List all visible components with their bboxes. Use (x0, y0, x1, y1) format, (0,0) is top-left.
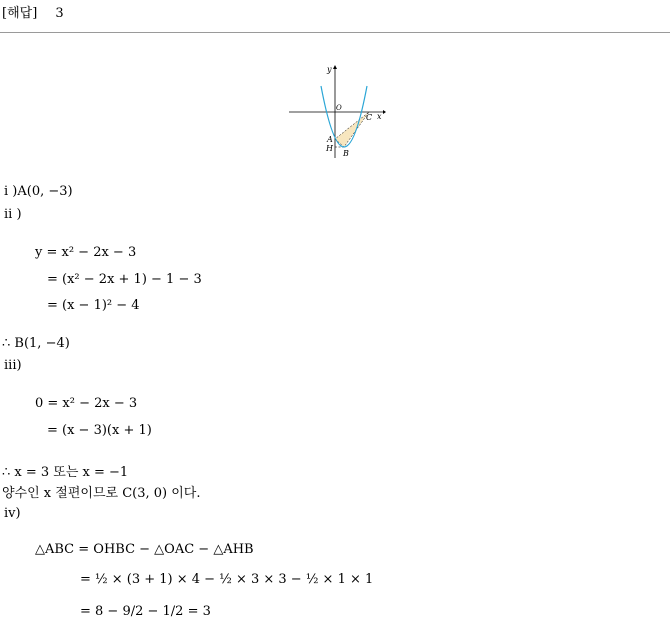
parabola-graph (285, 60, 387, 160)
step-3-result: ∴ x = 3 또는 x = −1 (2, 465, 129, 480)
answer-label: [해답] (2, 6, 38, 21)
point-c-label: C (366, 113, 373, 122)
triangle-abc (335, 112, 369, 147)
step-3-label: iii) (4, 358, 22, 373)
step-2-line-2: = (x² − 2x + 1) − 1 − 3 (47, 272, 202, 287)
step-2-line-1: y = x² − 2x − 3 (35, 245, 137, 260)
step-3-line-1: 0 = x² − 2x − 3 (35, 396, 138, 411)
step-1-label: i ) (4, 184, 18, 199)
axis-x-label: x (377, 112, 382, 121)
step-4-line-1: △ABC = OHBC − △OAC − △AHB (35, 542, 254, 557)
step-3-text: 양수인 x 절편이므로 C(3, 0) 이다. (2, 486, 201, 501)
answer-header (2, 2, 64, 21)
step-4-line-2: = ½ × (3 + 1) × 4 − ½ × 3 × 3 − ½ × 1 × 1 (80, 572, 374, 587)
step-1 (4, 184, 73, 199)
step-4-label: iv) (4, 506, 21, 521)
point-a-label: A (327, 135, 333, 144)
point-b-label: B (343, 149, 349, 158)
step-3-line-2: = (x − 3)(x + 1) (47, 423, 152, 438)
divider (0, 32, 670, 33)
answer-value: 3 (55, 6, 64, 21)
axis-y-label: y (327, 65, 332, 74)
step-4-line-3: = 8 − 9/2 − 1/2 = 3 (80, 604, 211, 619)
step-2-result: ∴ B(1, −4) (2, 336, 70, 351)
step-2-label: ii ) (4, 207, 22, 222)
origin-label: O (336, 104, 342, 112)
step-2-line-3: = (x − 1)² − 4 (47, 298, 140, 313)
step-1-text: A(0, −3) (17, 184, 73, 199)
point-h-label: H (326, 144, 333, 153)
